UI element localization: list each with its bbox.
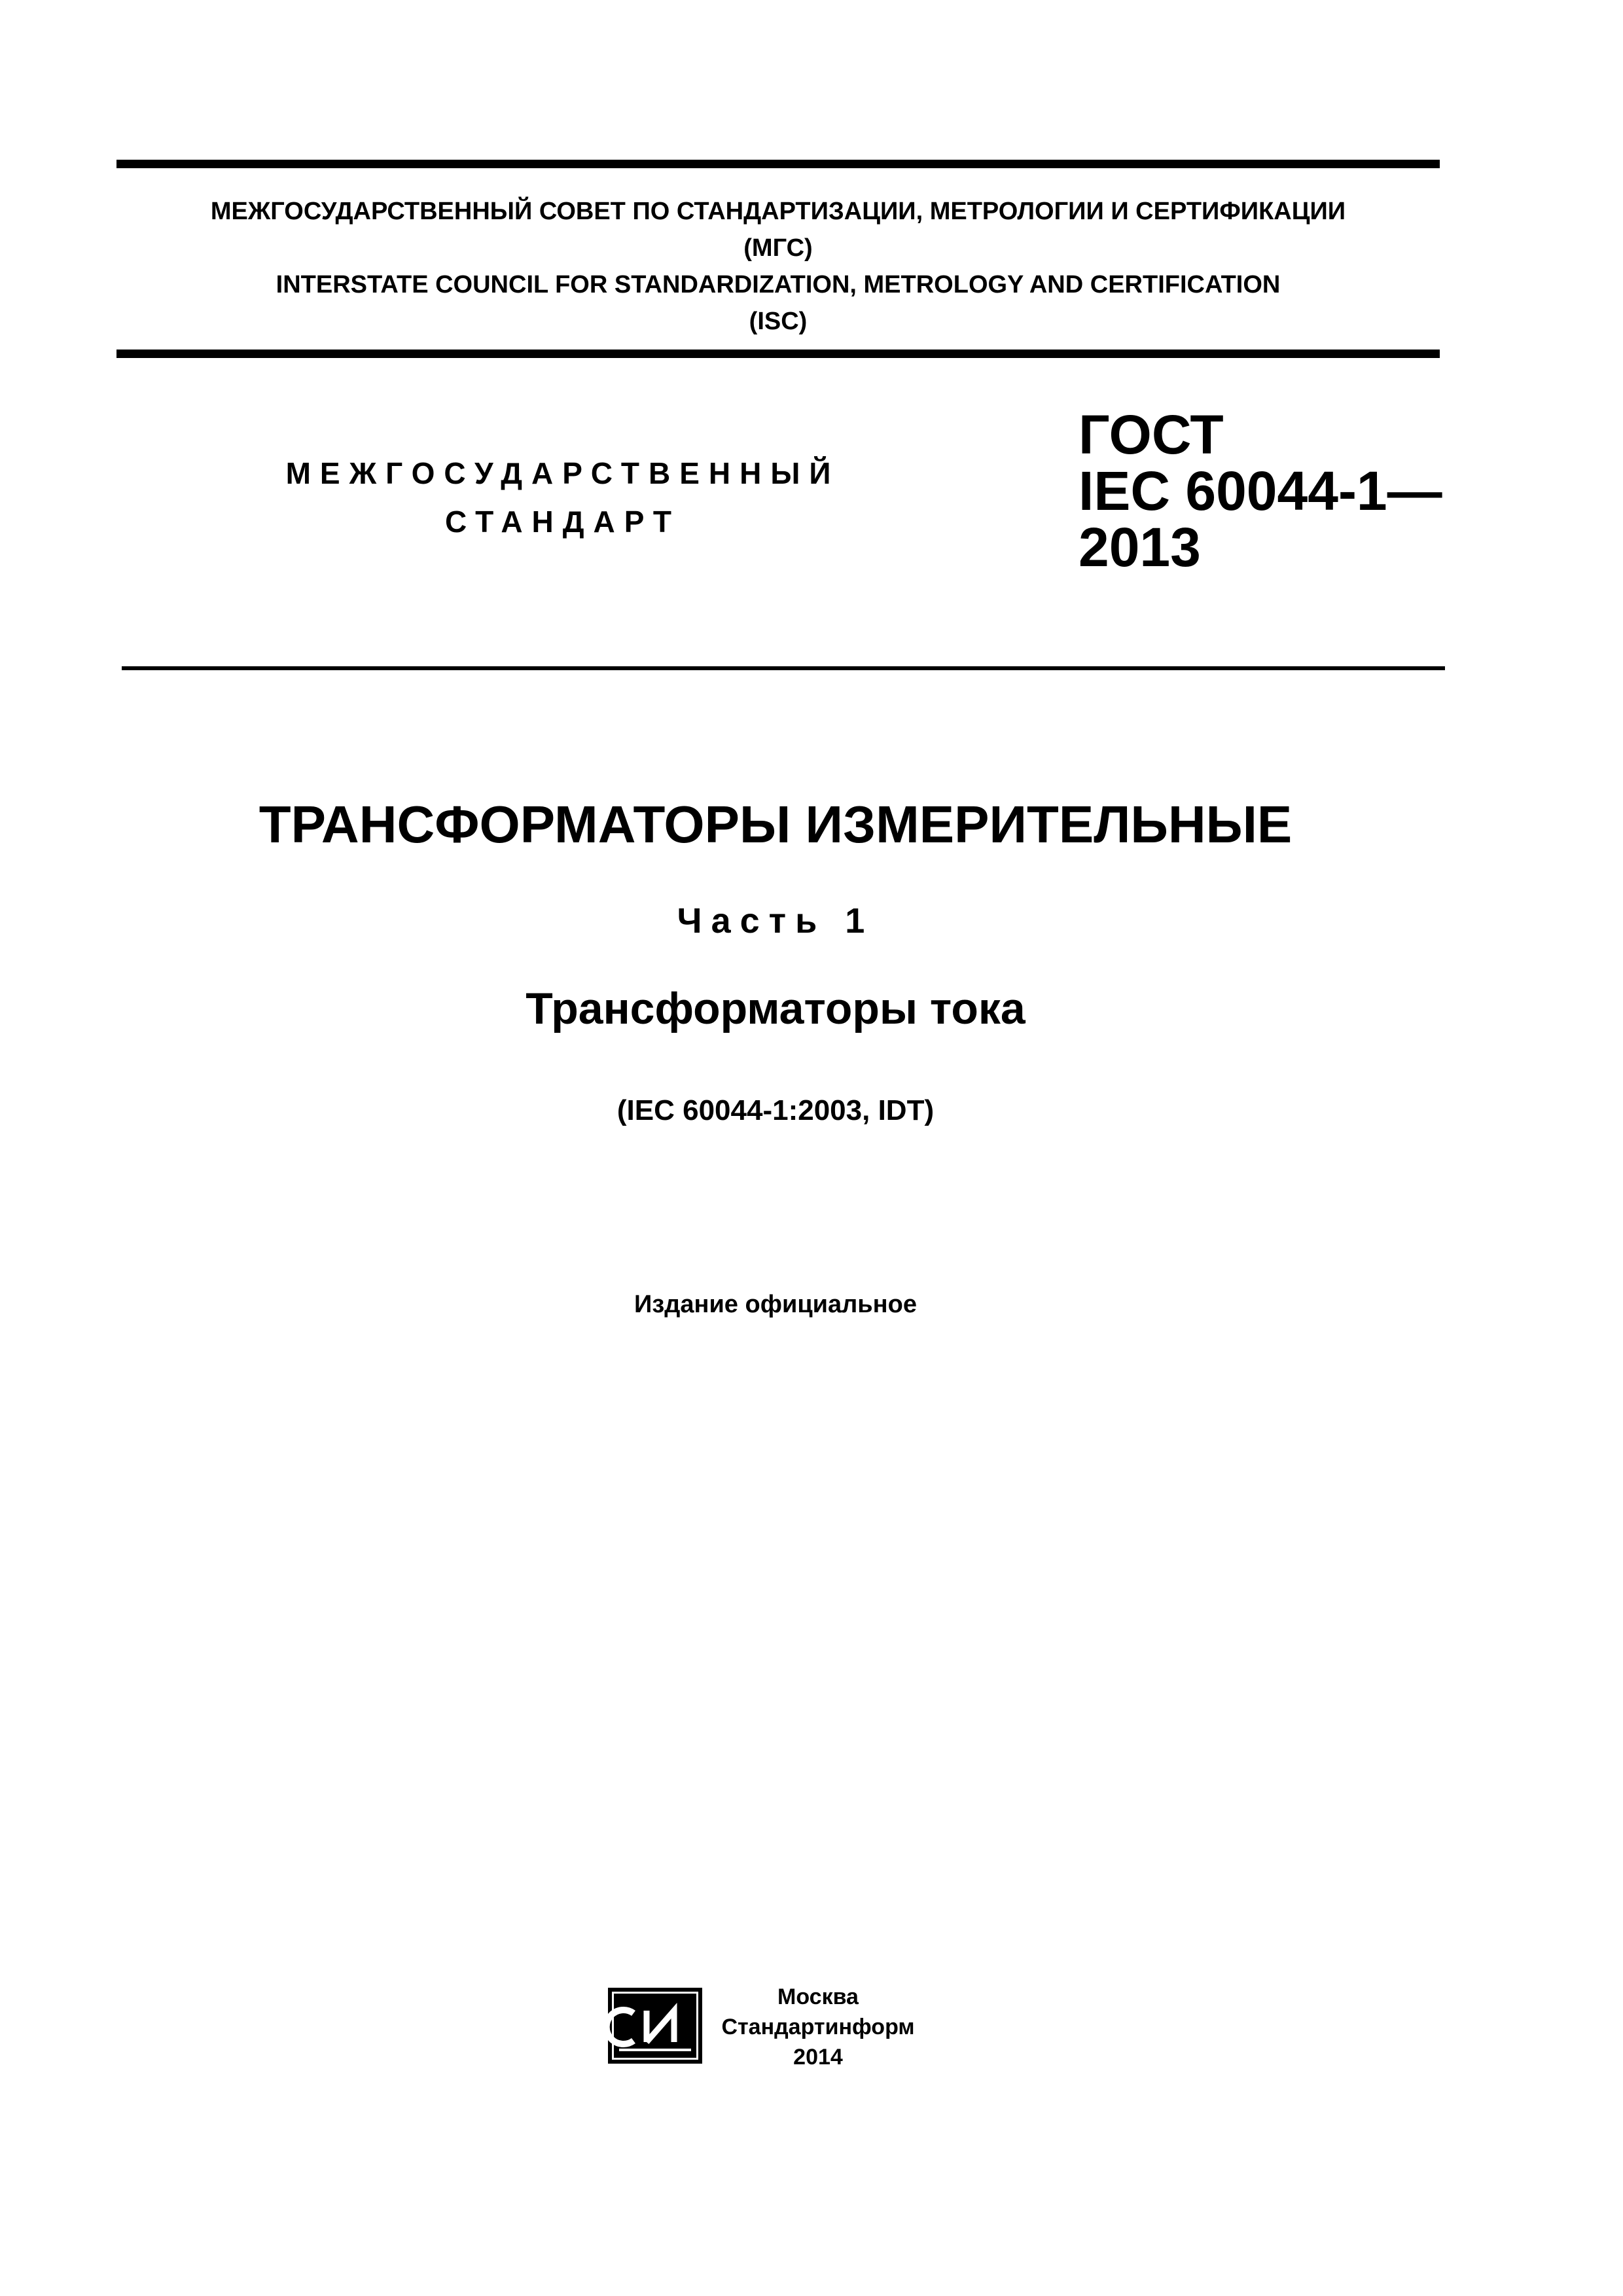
edition-note: Издание официальное [634,1291,917,1318]
council-name-en: INTERSTATE COUNCIL FOR STANDARDIZATION, METROLOGY AND CERTIFICATION [276,271,1281,298]
standartinform-logo-icon [607,1987,703,2064]
publisher-name: Стандартинформ [721,2015,915,2039]
iec-reference: (IEC 60044-1:2003, IDT) [616,1094,935,1126]
publisher-year: 2014 [793,2045,843,2070]
council-name-ru: МЕЖГОСУДАРСТВЕННЫЙ СОВЕТ ПО СТАНДАРТИЗАЦИИ, МЕТРОЛОГИИ И СЕРТИФИКАЦИИ [210,198,1346,225]
gost-year: 2013 [1079,516,1201,578]
document-title: ТРАНСФОРМАТОРЫ ИЗМЕРИТЕЛЬНЫЕ [259,795,1293,853]
publisher-city: Москва [777,1984,859,2009]
gost-number: IEC 60044-1— [1079,460,1442,522]
document-subtitle: Трансформаторы тока [526,984,1026,1033]
standard-type-line2: СТАНДАРТ [445,505,681,539]
part-label: Часть 1 [677,901,874,941]
council-abbr-ru: (МГС) [743,234,813,262]
header-bottom-rule [116,350,1440,358]
top-rule [116,160,1440,168]
designation-bottom-rule [122,666,1445,670]
gost-label: ГОСТ [1079,404,1224,465]
standard-type-line1: МЕЖГОСУДАРСТВЕННЫЙ [285,456,840,490]
council-abbr-en: (ISC) [749,308,808,335]
